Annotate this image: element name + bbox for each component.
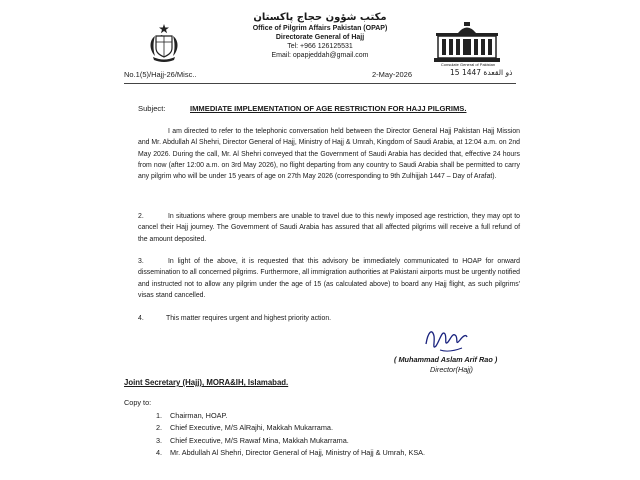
- paragraph-1-text: I am directed to refer to the telephonic conversation held between the Director General Hajj Pakistan Hajj Mission and Mr. Abdullah Al Shehri, Director General of Hajj, Ministry of Hajj & Umrah, Kingdom of Saudi Arabia, at 12:04 a.m. on 2nd May 2026. During the call, Mr. Al Shehri conveyed that the Government of Saudi Arabia has decided that, effective 24 hours from now (after 12:00 a.m. on 3rd May 2026), no flight departing from any country to Saudi Arabia shall be permitted to carry any pilgrim who will be under 15 years of age on 27th May 2026 (corresponding to 9th Zulhijjah 1447 – Day of Arafat).: [138, 128, 520, 181]
- subject-text: IMMEDIATE IMPLEMENTATION OF AGE RESTRICTION FOR HAJJ PILGRIMS.: [190, 104, 467, 113]
- addressee: [124, 378, 288, 387]
- list-item: 2. Chief Executive, M/S AlRajhi, Makkah Mukarrama.: [156, 423, 334, 433]
- list-item: 4. Mr. Abdullah Al Shehri, Director General of Hajj, Ministry of Hajj & Umrah, KSA.: [156, 447, 426, 457]
- letterhead-email: Email: opapjeddah@gmail.com: [271, 52, 369, 59]
- paragraph-3-number: 3.: [138, 258, 144, 265]
- paragraph-1: [138, 126, 520, 182]
- subject-label: Subject:: [138, 104, 166, 113]
- subject-line: [138, 104, 466, 113]
- reference-hijri-date: 15 ذو القعدة 1447: [450, 68, 513, 77]
- copy-to-list: [156, 410, 425, 459]
- paragraph-4-text: This matter requires urgent and highest priority action.: [166, 315, 332, 322]
- paragraph-3-text: In light of the above, it is requested that this advisory be immediately communicated to HOAP for onward dissemination to all concerned pilgrims. Furthermore, all immigration authorities at Pakistani airports must be urgently notified and instructed not to allow any pilgrim under the age of 15 (as calculated above) to board any Hajj flight, as such pilgrims' visas stand cancelled.: [138, 258, 520, 299]
- letterhead-tel: Tel: +966 126125531: [287, 43, 353, 50]
- header-divider: [124, 83, 516, 84]
- letterhead-urdu-title: مکتب شؤون حجاج پاکستان: [253, 12, 387, 23]
- signatory-designation: Director(Hajj): [430, 365, 473, 374]
- reference-date: 2-May-2026: [372, 70, 413, 79]
- copy-to-label: Copy to:: [124, 398, 152, 407]
- list-item: 1. Chairman, HOAP.: [156, 411, 228, 420]
- letterhead-directorate: Directorate General of Hajj: [275, 34, 365, 41]
- reference-number: No.1(5)/Hajj-26/Misc..: [124, 70, 197, 79]
- addressee-title: Joint Secretary (Hajj), MORA&IH, Islamabad.: [124, 378, 289, 387]
- list-item: 3. Chief Executive, M/S Rawaf Mina, Makkah Mukarrama.: [156, 435, 349, 445]
- letterhead: [236, 12, 404, 60]
- consulate-building-icon: [432, 20, 502, 64]
- signatory-name: ( Muhammad Aslam Arif Rao ): [394, 355, 498, 364]
- paragraph-2-text: In situations where group members are unable to travel due to this newly imposed age restriction, they may opt to cancel their Hajj journey. The Government of Saudi Arabia has assured that all affected pilgrims will receive a full refund of the amount deposited.: [138, 213, 520, 243]
- handwritten-signature-icon: [420, 322, 470, 356]
- consulate-caption: Consulate General of Pakistan: [440, 62, 496, 67]
- paragraph-4-number: 4.: [138, 315, 144, 322]
- pakistan-state-emblem-icon: [145, 22, 183, 62]
- letterhead-office: Office of Pilgrim Affairs Pakistan (OPAP): [252, 25, 388, 32]
- paragraph-2: [138, 211, 520, 245]
- paragraph-2-number: 2.: [138, 213, 144, 220]
- paragraph-3: [138, 256, 520, 301]
